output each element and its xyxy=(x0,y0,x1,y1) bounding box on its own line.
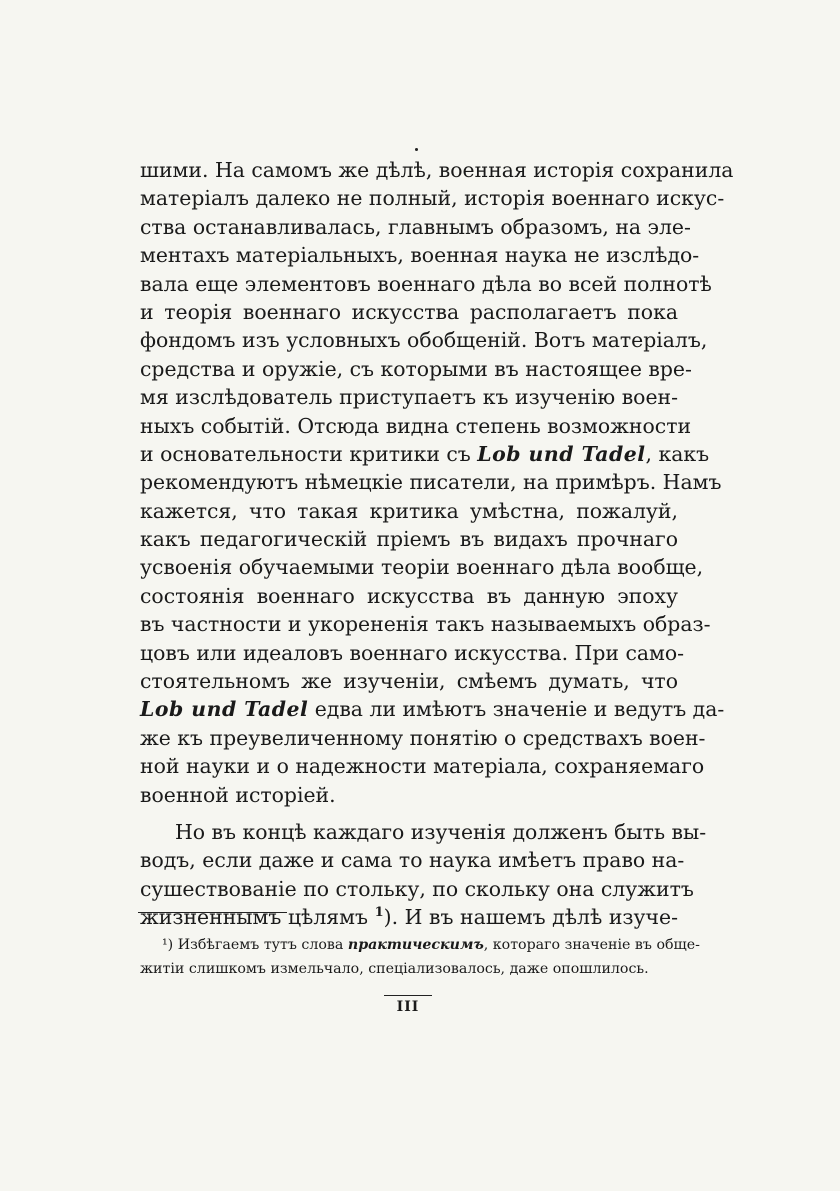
text-line: цовъ или идеаловъ военнаго искусства. При само- xyxy=(140,640,685,665)
signature-rule xyxy=(384,995,432,996)
text-line: рекомендуютъ нѣмецкіе писатели, на примѣръ. Намъ xyxy=(140,470,722,495)
text-line: усвоенія обучаемыми теоріи военнаго дѣла вообще, xyxy=(140,555,704,580)
text-line: водъ, если даже и сама то наука имѣетъ право на- xyxy=(140,848,685,873)
text-line: состоянія военнаго искусства въ данную эпоху xyxy=(140,583,678,608)
footnote-line xyxy=(140,933,700,957)
footnote-segment: Избѣгаемъ тутъ слова xyxy=(177,937,344,953)
text-segment: и основательности критики съ xyxy=(140,441,471,466)
text-line: въ частности и укорененія такъ называемыхъ образ- xyxy=(140,612,711,637)
text-line: кажется, что такая критика умѣстна, пожалуй, xyxy=(140,498,678,523)
footnote-marker: ¹) xyxy=(162,937,174,953)
text-segment: , какъ xyxy=(645,441,710,466)
footnote-divider xyxy=(138,912,287,913)
text-line xyxy=(140,903,678,931)
text-line: мя изслѣдователь приступаетъ къ изученію воен- xyxy=(140,385,678,410)
text-line: сушествованіе по стольку, по скольку она служитъ xyxy=(140,876,694,901)
text-line: и теорія военнаго искусства располагаетъ пока xyxy=(140,299,678,324)
text-line xyxy=(140,695,725,723)
signature-mark: III xyxy=(396,999,420,1015)
ink-speck xyxy=(415,148,418,151)
text-line: ной науки и о надежности матеріала, сохраняемаго xyxy=(140,754,705,779)
text-line: средства и оружіе, съ которыми въ настоящее вре- xyxy=(140,356,692,381)
text-line: вала еще элементовъ военнаго дѣла во всей полнотѣ xyxy=(140,271,712,296)
text-segment: жизненнымъ цѣлямъ xyxy=(140,905,368,930)
text-line: же къ преувеличенному понятію о средствахъ воен- xyxy=(140,725,706,750)
german-phrase: Lob und Tadel xyxy=(477,441,646,466)
text-segment: ). И въ нашемъ дѣлѣ изуче- xyxy=(383,905,678,930)
footnote-emphasis: практическимъ xyxy=(347,937,484,953)
text-line: фондомъ изъ условныхъ обобщеній. Вотъ матеріалъ, xyxy=(140,328,708,353)
footnote-reference: 1 xyxy=(374,905,384,921)
footnote-segment: , котораго значеніе въ обще- xyxy=(483,937,700,953)
text-line xyxy=(140,440,710,468)
footnote-line: житіи слишкомъ измельчало, спеціализовалось, даже опошлилось. xyxy=(140,961,649,977)
body-text xyxy=(140,156,734,932)
text-line: матеріалъ далеко не полный, исторія военнаго искус- xyxy=(140,186,725,211)
german-phrase: Lob und Tadel xyxy=(140,697,309,722)
text-line: ства останавливалась, главнымъ образомъ, на эле- xyxy=(140,214,691,239)
text-line: какъ педагогическій пріемъ въ видахъ прочнаго xyxy=(140,527,678,552)
text-line: стоятельномъ же изученіи, смѣемъ думать, что xyxy=(140,669,678,694)
text-line: военной исторіей. xyxy=(140,782,336,807)
text-line: ментахъ матеріальныхъ, военная наука не изслѣдо- xyxy=(140,243,700,268)
text-line: шими. На самомъ же дѣлѣ, военная исторія сохранила xyxy=(140,158,734,182)
text-segment: едва ли имѣютъ значеніе и ведутъ да- xyxy=(308,697,725,722)
text-line: Но въ концѣ каждаго изученія долженъ быть вы- xyxy=(175,819,707,844)
text-line: ныхъ событій. Отсюда видна степень возможности xyxy=(140,413,692,438)
footnote xyxy=(140,933,700,981)
